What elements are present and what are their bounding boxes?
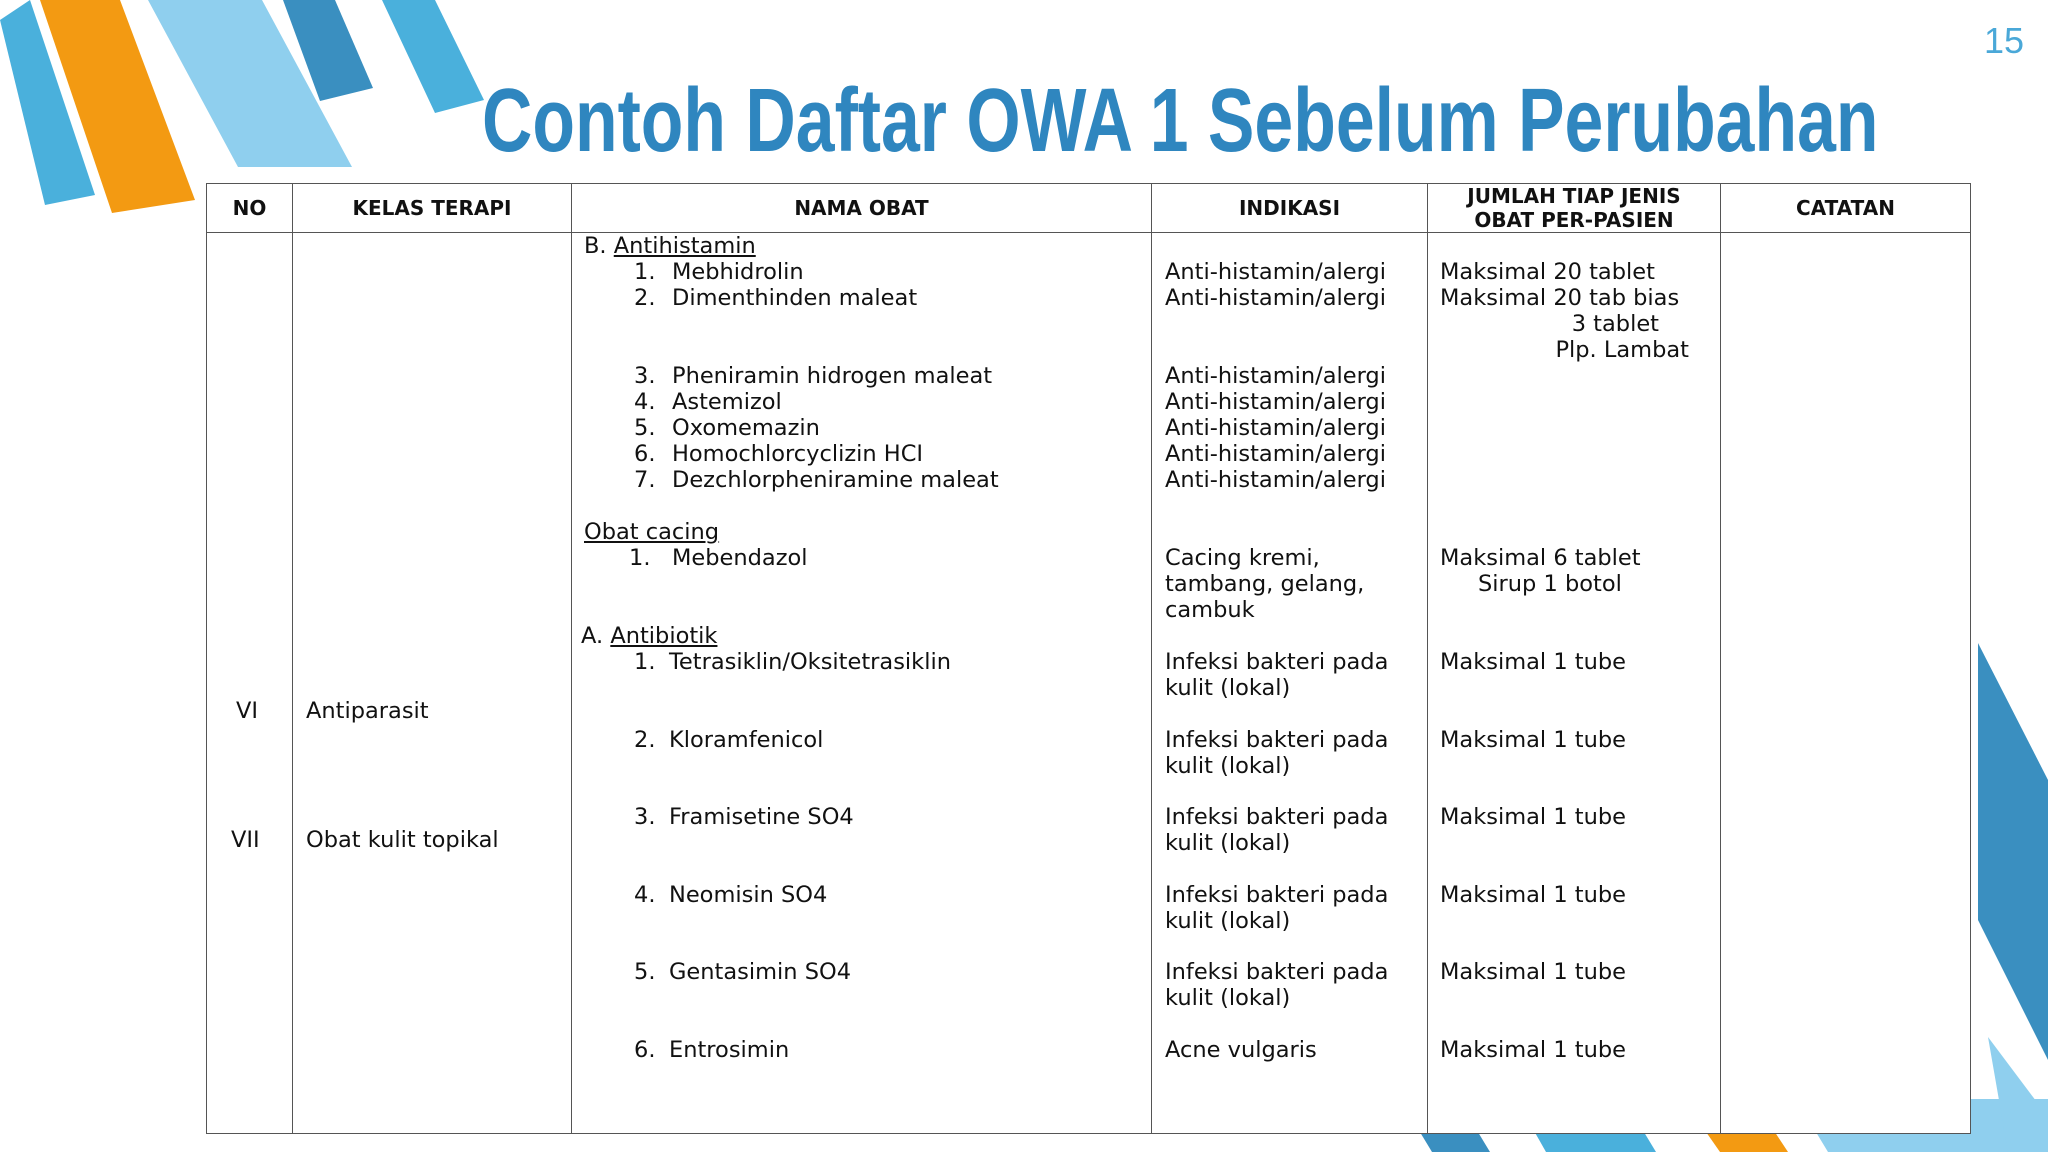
- table-row: [207, 233, 1971, 1134]
- cell-jumlah: [1428, 233, 1721, 1134]
- header-indikasi: INDIKASI: [1152, 184, 1428, 233]
- section-antihistamin: [584, 233, 756, 259]
- list-item: 4. Neomisin SO4: [634, 882, 828, 908]
- indikasi-cacing: Cacing kremi,: [1165, 545, 1320, 571]
- jumlah-text: Maksimal 1 tube: [1440, 959, 1626, 985]
- list-item: 1. Mebhidrolin: [634, 259, 804, 285]
- indikasi-kulit: Infeksi bakteri pada: [1165, 959, 1389, 985]
- header-nama-obat: NAMA OBAT: [572, 184, 1152, 233]
- indikasi-text: Anti-histamin/alergi: [1165, 285, 1386, 311]
- section-obat-cacing: Obat cacing: [584, 519, 720, 545]
- indikasi-kulit: kulit (lokal): [1165, 908, 1291, 934]
- owa-table: [206, 183, 1971, 1134]
- jumlah-text: Sirup 1 botol: [1478, 571, 1622, 597]
- decorative-shape-right: [1978, 640, 2048, 1060]
- list-item: 2. Kloramfenicol: [634, 727, 824, 753]
- list-item: 3. Pheniramin hidrogen maleat: [634, 363, 993, 389]
- indikasi-kulit: Infeksi bakteri pada: [1165, 804, 1389, 830]
- indikasi-text: Anti-histamin/alergi: [1165, 441, 1386, 467]
- indikasi-cacing: cambuk: [1165, 597, 1255, 623]
- cell-catatan: [1721, 233, 1971, 1134]
- list-item: 4. Astemizol: [634, 389, 782, 415]
- section-antibiotik-label: Antibiotik: [610, 623, 718, 649]
- cell-kelas-terapi: [293, 233, 572, 1134]
- indikasi-cacing: tambang, gelang,: [1165, 571, 1365, 597]
- header-kelas-terapi: KELAS TERAPI: [293, 184, 572, 233]
- jumlah-text: 3 tablet: [1571, 311, 1659, 337]
- indikasi-text: Anti-histamin/alergi: [1165, 467, 1386, 493]
- list-item: 6. Entrosimin: [634, 1037, 790, 1063]
- indikasi-text: Anti-histamin/alergi: [1165, 259, 1386, 285]
- jumlah-text: Maksimal 1 tube: [1440, 804, 1626, 830]
- list-item: 6. Homochlorcyclizin HCI: [634, 441, 924, 467]
- jumlah-text: Maksimal 1 tube: [1440, 649, 1626, 675]
- header-catatan: CATATAN: [1721, 184, 1971, 233]
- indikasi-kulit: Infeksi bakteri pada: [1165, 882, 1389, 908]
- indikasi-kulit: Infeksi bakteri pada: [1165, 649, 1389, 675]
- jumlah-text: Maksimal 20 tablet: [1440, 259, 1655, 285]
- slide-title: Contoh Daftar OWA 1 Sebelum Perubahan: [482, 71, 1879, 171]
- indikasi-kulit: kulit (lokal): [1165, 830, 1291, 856]
- list-item: 3. Framisetine SO4: [634, 804, 854, 830]
- cell-indikasi: [1152, 233, 1428, 1134]
- indikasi-kulit: Infeksi bakteri pada: [1165, 727, 1389, 753]
- header-jumlah-line2: OBAT PER-PASIEN: [1474, 208, 1674, 232]
- list-item: 1. Mebendazol: [629, 545, 808, 571]
- jumlah-text: Maksimal 1 tube: [1440, 882, 1626, 908]
- section-antibiotik-prefix: A.: [581, 623, 604, 649]
- no-vii: VII: [231, 827, 260, 853]
- list-item: 5. Gentasimin SO4: [634, 959, 852, 985]
- cell-nama-obat: [572, 233, 1152, 1134]
- page-number: 15: [1984, 20, 2025, 61]
- indikasi-text: Anti-histamin/alergi: [1165, 389, 1386, 415]
- jumlah-text: Maksimal 20 tab bias: [1440, 285, 1680, 311]
- section-antihistamin-label: Antihistamin: [613, 233, 756, 259]
- header-no: NO: [207, 184, 293, 233]
- indikasi-text: Anti-histamin/alergi: [1165, 415, 1386, 441]
- header-jumlah-line1: JUMLAH TIAP JENIS: [1467, 184, 1681, 208]
- jumlah-text: Maksimal 1 tube: [1440, 1037, 1626, 1063]
- indikasi-kulit: kulit (lokal): [1165, 753, 1291, 779]
- list-item: 5. Oxomemazin: [634, 415, 820, 441]
- cell-no: [207, 233, 293, 1134]
- jumlah-text: Maksimal 6 tablet: [1440, 545, 1641, 571]
- header-jumlah: [1428, 184, 1721, 233]
- jumlah-text: Plp. Lambat: [1555, 337, 1689, 363]
- kelas-obat-kulit: Obat kulit topikal: [306, 827, 499, 853]
- section-antihistamin-prefix: B.: [584, 233, 607, 259]
- list-item: 1. Tetrasiklin/Oksitetrasiklin: [634, 649, 951, 675]
- indikasi-text: Anti-histamin/alergi: [1165, 363, 1386, 389]
- section-antibiotik: [581, 623, 717, 649]
- indikasi-kulit: kulit (lokal): [1165, 985, 1291, 1011]
- indikasi-kulit: kulit (lokal): [1165, 675, 1291, 701]
- no-vi: VI: [236, 698, 259, 724]
- kelas-antiparasit: Antiparasit: [306, 698, 429, 724]
- jumlah-text: Maksimal 1 tube: [1440, 727, 1626, 753]
- table-header-row: [207, 184, 1971, 233]
- list-item: 2. Dimenthinden maleat: [634, 285, 918, 311]
- list-item: 7. Dezchlorpheniramine maleat: [634, 467, 999, 493]
- indikasi-acne: Acne vulgaris: [1165, 1037, 1317, 1063]
